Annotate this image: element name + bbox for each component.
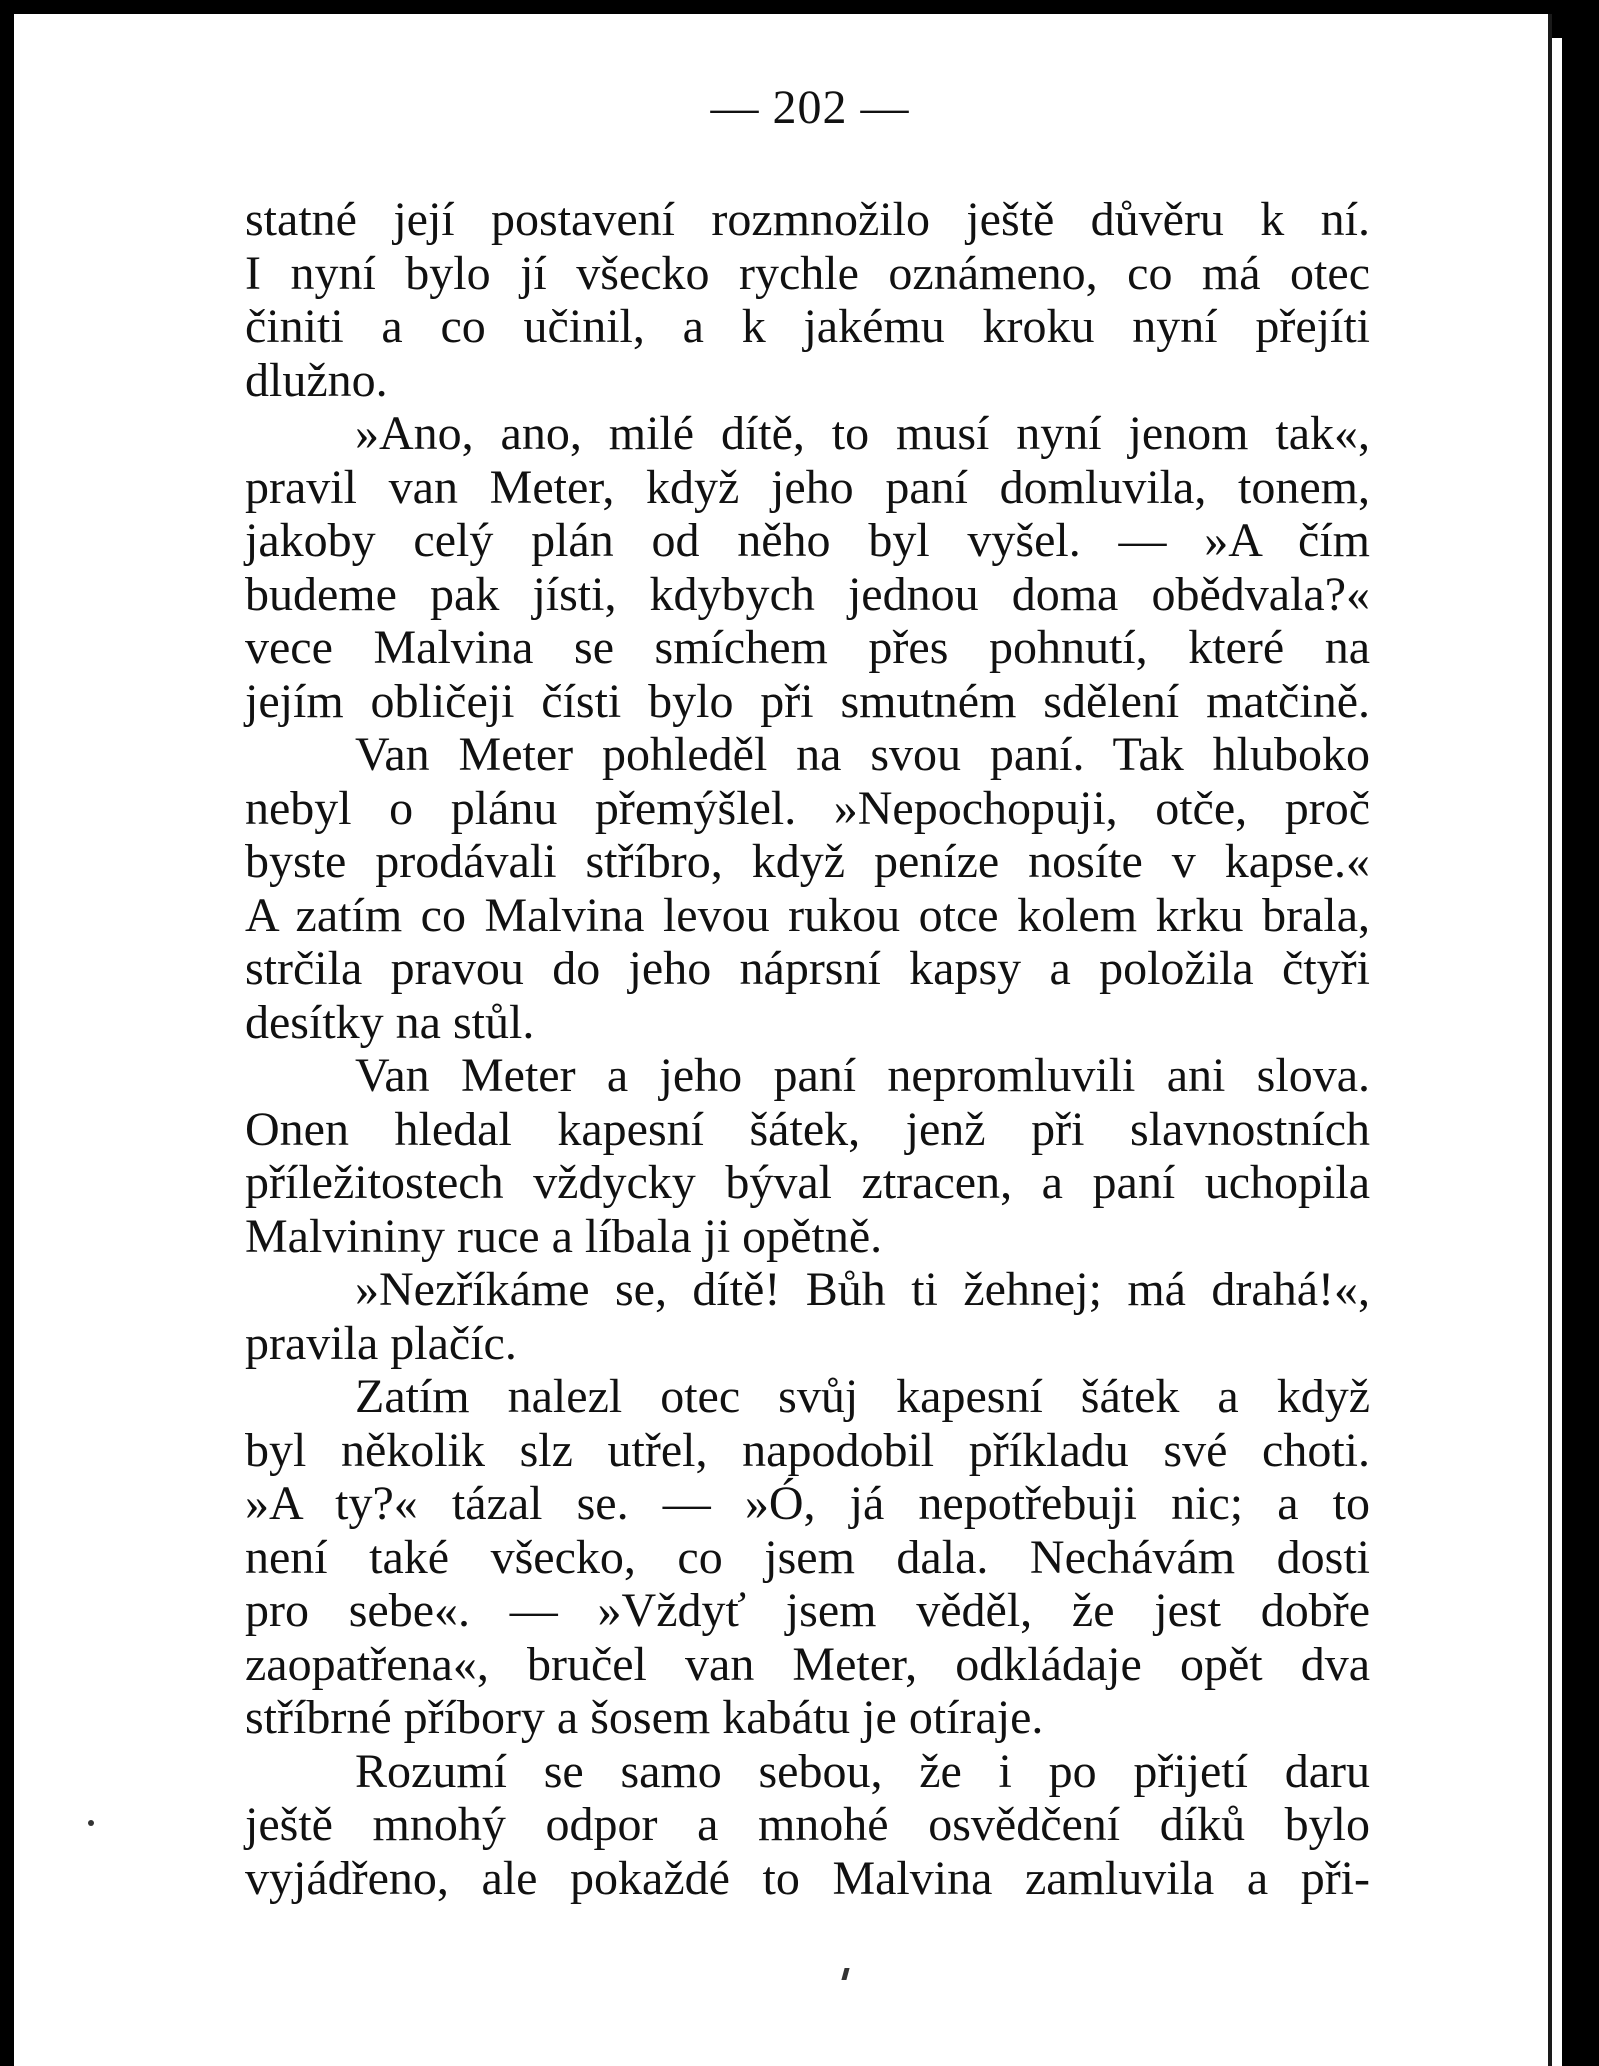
text-line: pro sebe«. — »Vždyť jsem věděl, že jest dobře xyxy=(245,1584,1370,1637)
page-number: — 202 — xyxy=(710,81,910,134)
text-line: ještě mnohý odpor a mnohé osvědčení díků bylo xyxy=(245,1798,1370,1851)
text-line: »A ty?« tázal se. — »Ó, já nepotřebuji nic; a to xyxy=(245,1477,1370,1530)
text-line: vece Malvina se smíchem přes pohnutí, které na xyxy=(245,621,1370,674)
scan-border-right xyxy=(1562,0,1599,2066)
text-line: byste prodávali stříbro, když peníze nosíte v kapse.« xyxy=(245,835,1370,888)
text-line: strčila pravou do jeho náprsní kapsy a položila čtyři xyxy=(245,942,1370,995)
text-line: Rozumí se samo sebou, že i po přijetí daru xyxy=(355,1744,1370,1798)
text-line: »Nezříkáme se, dítě! Bůh ti žehnej; má drahá!«, xyxy=(355,1263,1370,1316)
text-line: statné její postavení rozmnožilo ještě důvěru k ní. xyxy=(245,193,1370,246)
text-line: A zatím co Malvina levou rukou otce kolem krku brala, xyxy=(245,888,1370,942)
body-text xyxy=(245,193,1370,1905)
scan-border-top xyxy=(0,0,1599,14)
text-line: Onen hledal kapesní šátek, jenž při slavnostních xyxy=(245,1102,1370,1156)
text-line: Malvininy ruce a líbala ji opětně. xyxy=(245,1209,883,1263)
text-line: jakoby celý plán od něho byl vyšel. — »A čím xyxy=(245,514,1370,567)
text-line: příležitostech vždycky býval ztracen, a paní uchopila xyxy=(245,1156,1370,1209)
text-line: činiti a co učinil, a k jakému kroku nyní přejíti xyxy=(245,300,1370,353)
text-line: vyjádřeno, ale pokaždé to Malvina zamluvila a při- xyxy=(245,1851,1370,1905)
text-line: budeme pak jísti, kdybych jednou doma obědvala?« xyxy=(245,567,1370,621)
text-line: dlužno. xyxy=(245,353,388,407)
text-line: pravila plačíc. xyxy=(245,1316,517,1370)
margin-dot xyxy=(88,1820,94,1826)
text-line: pravil van Meter, když jeho paní domluvila, tonem, xyxy=(245,460,1370,514)
text-line: stříbrné příbory a šosem kabátu je otíraje. xyxy=(245,1691,1044,1744)
text-line: Zatím nalezl otec svůj kapesní šátek a když xyxy=(355,1370,1370,1423)
text-line: desítky na stůl. xyxy=(245,995,535,1049)
text-line: Van Meter a jeho paní nepromluvili ani slova. xyxy=(355,1049,1370,1102)
page-right-edge xyxy=(1548,14,1552,2066)
text-line: Van Meter pohleděl na svou paní. Tak hluboko xyxy=(355,728,1370,781)
text-line: nebyl o plánu přemýšlel. »Nepochopuji, otče, proč xyxy=(245,781,1370,835)
text-line: zaopatřena«, bručel van Meter, odkládaje opět dva xyxy=(245,1637,1370,1691)
text-line: jejím obličeji čísti bylo při smutném sdělení matčině. xyxy=(245,674,1370,728)
scan-border-left xyxy=(0,0,14,2066)
text-line: byl několik slz utřel, napodobil příkladu své choti. xyxy=(245,1423,1370,1477)
text-line: není také všecko, co jsem dala. Nechávám dosti xyxy=(245,1530,1370,1584)
bottom-mark xyxy=(841,1968,849,1980)
text-line: »Ano, ano, milé dítě, to musí nyní jenom tak«, xyxy=(355,407,1370,460)
text-line: I nyní bylo jí všecko rychle oznámeno, co má otec xyxy=(245,246,1370,300)
